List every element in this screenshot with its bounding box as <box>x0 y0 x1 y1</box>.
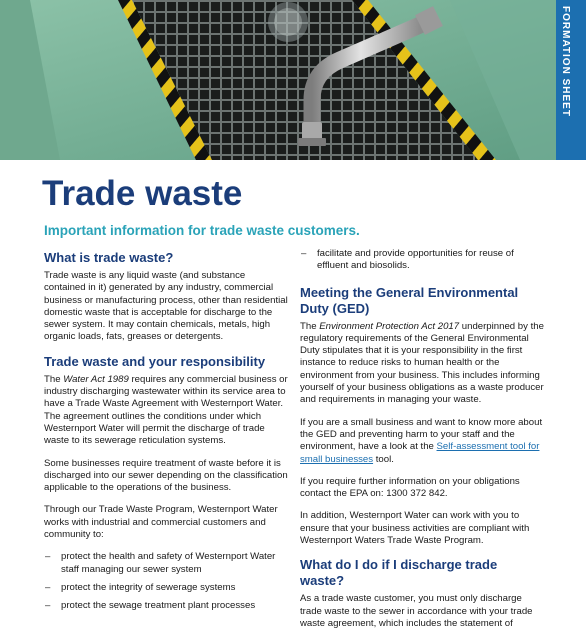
text-run: tool. <box>373 453 394 465</box>
section-heading-ged: Meeting the General Environmental Duty (GED) <box>300 284 519 316</box>
list-item: – protect the health and safety of Westernport Water staff managing our sewer system <box>44 551 289 576</box>
list-item: – facilitate and provide opportunities for reuse of effluent and biosolids. <box>300 248 544 273</box>
document-title: Trade waste <box>42 174 243 213</box>
hero-image <box>0 0 586 160</box>
list-item: – protect the integrity of sewerage systems <box>44 582 289 594</box>
bullet-list <box>44 551 289 612</box>
document-page <box>0 160 586 630</box>
paragraph-treatment: Some businesses require treatment of waste before it is discharged into our sewer depending on the classification applicable to the operations of the business. <box>44 457 288 494</box>
section-heading-responsibility: Trade waste and your responsibility <box>44 353 266 369</box>
text-run: If you are a small business and want to know more about the GED and preventing harm to your staff and the environment, have a look at the <box>300 416 543 453</box>
bullet-list-continued <box>300 248 544 273</box>
act-name: Water Act 1989 <box>63 373 129 385</box>
text-run: The <box>300 320 320 332</box>
text-run: underpinned by the regulatory requirements of the General Environmental Duty stipulates that it is your responsibility in the first instance to reduce risks to human health or the environment from your business. This includes informing yourself of your business obligations as a waste producer and requirements in managing your waste. <box>300 320 544 406</box>
text-run: The <box>44 373 64 385</box>
text-run: requires any commercial business or industry discharging wastewater within its service area to have a Trade Waste Agreement with Westernport Water. The agreement outlines the conditions under which Westernport Water will permit the discharge of trade waste to its sewerage reticulation systems. <box>44 373 288 447</box>
paragraph-definition: Trade waste is any liquid waste (and substance contained in it) generated by any industry, commercial business or manufacturing process, other than residential domestic waste that is acceptable for discharge to the sewer system. It may contain chemicals, metals, high organic loads, fats, greases or detergents. <box>44 270 288 343</box>
grate-pipe-illustration <box>0 0 586 160</box>
information-sheet-tab <box>556 0 586 160</box>
left-column <box>44 250 289 619</box>
section-heading-discharge: What do I do if I discharge trade waste? <box>300 557 498 589</box>
paragraph-discharge: As a trade waste customer, you must only discharge trade waste to the sewer in accordance with your trade waste agreement, which includes the statement of <box>300 593 533 629</box>
paragraph-small-business <box>300 417 544 466</box>
paragraph-water-act <box>44 374 289 448</box>
side-tab-label: FORMATION SHEET <box>560 6 571 117</box>
paragraph-epa-contact: If you require further information on your obligations contact the EPA on: 1300 372 842. <box>300 475 520 500</box>
section-heading-what-is: What is trade waste? <box>44 250 174 265</box>
right-column <box>300 248 544 640</box>
paragraph-compliance: In addition, Westernport Water can work with you to ensure that your business activities are compliant with Westernport Waters Trade Waste Program. <box>300 510 530 547</box>
list-item: – protect the sewage treatment plant processes <box>44 600 289 612</box>
paragraph-epa-act <box>300 321 544 407</box>
act-name: Environment Protection Act 2017 <box>319 320 460 332</box>
paragraph-program: Through our Trade Waste Program, Westernport Water works with industrial and commercial customers and community to: <box>44 504 278 541</box>
document-subtitle: Important information for trade waste customers. <box>44 223 360 238</box>
self-assessment-tool-link[interactable]: Self-assessment tool for small businesses <box>300 441 540 465</box>
